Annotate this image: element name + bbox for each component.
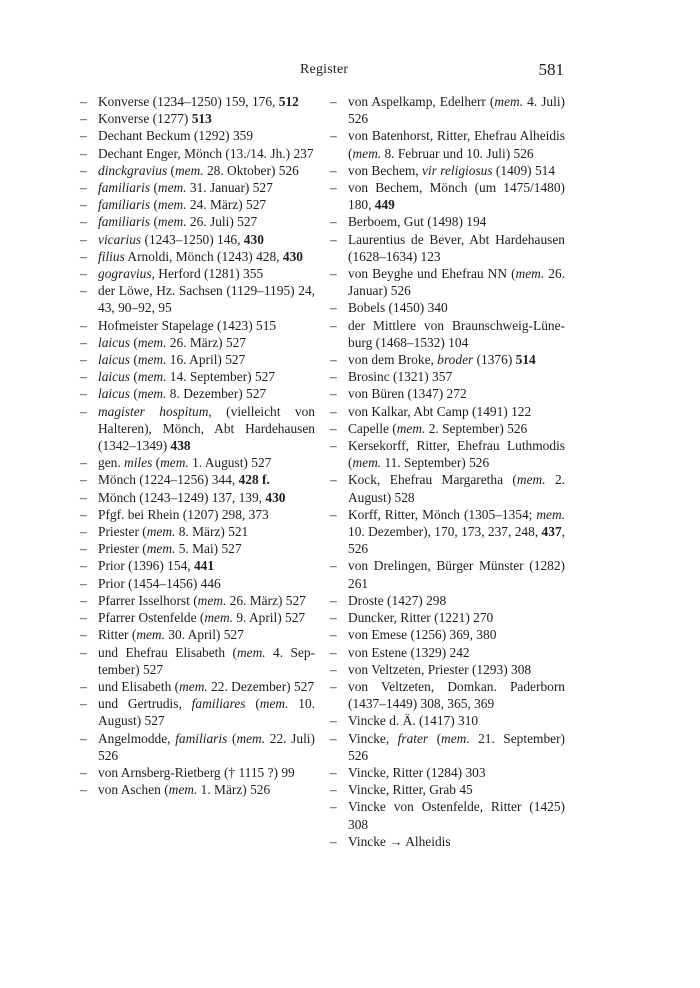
entry-text: Kersekorff, Ritter, Ehefrau Luthmodis ( xyxy=(348,438,565,471)
entry-text: 4. Juli) 526 xyxy=(348,94,565,127)
entry-text: Laurentius de Bever, Abt Hardehausen (1628–1634) 123 xyxy=(348,231,565,264)
entry-text: ( xyxy=(130,369,138,385)
entry-italic-text: laicus xyxy=(98,352,130,368)
entry-text: Berboem, Gut (1498) 194 xyxy=(348,214,487,230)
entry-dash: – xyxy=(80,575,87,591)
index-entry xyxy=(80,196,315,213)
entry-text: 31. Januar) 527 xyxy=(186,180,273,196)
index-entry xyxy=(80,626,315,643)
entry-text: Vincke, Ritter, Grab 45 xyxy=(348,782,473,798)
entry-bold-page-ref: 428 f. xyxy=(238,472,270,488)
entry-text: Capelle ( xyxy=(348,420,397,436)
entry-text: ( xyxy=(130,386,138,402)
index-entry xyxy=(80,385,315,402)
entry-italic-text: magister hospitum xyxy=(98,403,209,419)
entry-dash: – xyxy=(330,180,337,196)
entry-dash: – xyxy=(330,162,337,178)
entry-text: 1. August) 527 xyxy=(188,455,272,471)
entry-dash: – xyxy=(80,696,87,712)
entry-text: ( xyxy=(130,334,138,350)
entry-text: Arnoldi, Mönch (1243) 428, xyxy=(124,248,283,264)
entry-italic-text: mem. xyxy=(157,214,187,230)
entry-text: Dechant Beckum (1292) 359 xyxy=(98,128,254,144)
entry-dash: – xyxy=(330,627,337,643)
index-entry xyxy=(80,454,315,471)
index-entry xyxy=(80,557,315,574)
entry-text: (1376) xyxy=(473,352,516,368)
index-entry xyxy=(330,609,565,626)
entry-dash: – xyxy=(80,782,87,798)
entry-text: 2. August) 528 xyxy=(348,472,566,505)
entry-bold-page-ref: 430 xyxy=(282,248,303,264)
entry-text: und Ehefrau Elisabeth ( xyxy=(98,644,237,660)
entry-dash: – xyxy=(330,472,337,488)
entry-text: Mönch (1224–1256) 344, xyxy=(98,472,239,488)
entry-italic-text: mem. xyxy=(197,592,227,608)
entry-dash: – xyxy=(80,180,87,196)
entry-text: 22. Juli) 526 xyxy=(98,730,315,763)
entry-italic-text: mem. xyxy=(441,730,470,746)
entry-text: 1. März) 526 xyxy=(197,782,271,798)
entry-text: Konverse (1277) xyxy=(98,111,192,127)
entry-text: von Batenhorst, Ritter, Ehefrau Alheidis ( xyxy=(348,128,565,161)
entry-italic-text: mem. xyxy=(137,334,167,350)
index-column-left xyxy=(80,93,315,798)
entry-italic-text: mem. xyxy=(137,386,167,402)
index-entry xyxy=(80,644,315,678)
entry-dash: – xyxy=(80,162,87,178)
entry-text: 24. März) 527 xyxy=(186,197,267,213)
entry-dash: – xyxy=(80,678,87,694)
index-entry xyxy=(330,403,565,420)
entry-text: gen. xyxy=(98,455,125,471)
entry-dash: – xyxy=(330,266,337,282)
index-entry xyxy=(80,592,315,609)
index-entry xyxy=(80,368,315,385)
entry-bold-page-ref: 430 xyxy=(243,231,264,247)
entry-bold-page-ref: 512 xyxy=(278,94,299,109)
entry-italic-text: mem. xyxy=(352,455,382,471)
index-entry xyxy=(80,110,315,127)
entry-text: Pfarrer Ostenfelde ( xyxy=(98,610,205,626)
index-entry xyxy=(330,592,565,609)
entry-text: 26. Juli) 527 xyxy=(186,214,258,230)
entry-dash: – xyxy=(80,334,87,350)
entry-dash: – xyxy=(80,644,87,660)
entry-text: ( xyxy=(167,162,175,178)
index-entry xyxy=(80,471,315,488)
entry-dash: – xyxy=(330,661,337,677)
entry-text: der Löwe, Hz. Sachsen (1129–1195) 24, 43, 90–92, 95 xyxy=(98,283,315,316)
index-entry xyxy=(80,403,315,455)
entry-dash: – xyxy=(330,128,337,144)
entry-dash: – xyxy=(80,764,87,780)
entry-italic-text: mem. xyxy=(396,420,426,436)
entry-text: Korff, Ritter, Mönch (1305–1354; xyxy=(348,506,537,522)
index-entry xyxy=(330,231,565,265)
entry-italic-text: mem. xyxy=(536,506,565,522)
entry-italic-text: mem. xyxy=(136,627,165,643)
entry-dash: – xyxy=(80,214,87,230)
entry-text: ( xyxy=(227,730,237,746)
index-entry xyxy=(80,523,315,540)
entry-bold-page-ref: 514 xyxy=(515,352,536,368)
entry-text: 8. Februar und 10. Juli) 526 xyxy=(381,145,534,161)
entry-text: von Bechem, Mönch (um 1475/1480) 180, xyxy=(348,180,565,213)
index-entry xyxy=(330,506,565,558)
entry-italic-text: frater xyxy=(397,730,429,746)
index-entry xyxy=(330,179,565,213)
index-entry xyxy=(330,678,565,712)
index-entry xyxy=(330,127,565,161)
entry-italic-text: familiaris xyxy=(98,180,151,196)
entry-dash: – xyxy=(80,283,87,299)
index-entry xyxy=(80,248,315,265)
entry-text: der Mittlere von Braunschweig-Lüneburg (1468–1532) 104 xyxy=(348,317,565,350)
entry-dash: – xyxy=(80,231,87,247)
index-entry xyxy=(330,661,565,678)
entry-dash: – xyxy=(80,94,87,109)
entry-dash: – xyxy=(80,403,87,419)
entry-text: ( xyxy=(150,180,158,196)
entry-dash: – xyxy=(80,627,87,643)
entry-text: 2. September) 526 xyxy=(425,420,528,436)
index-entry xyxy=(80,127,315,144)
entry-dash: – xyxy=(330,713,337,729)
entry-dash: – xyxy=(330,94,337,109)
index-entry xyxy=(80,317,315,334)
entry-text: Angelmodde, xyxy=(98,730,176,746)
entry-text: Prior (1454–1456) 446 xyxy=(98,575,221,591)
entry-bold-page-ref: 449 xyxy=(374,197,395,213)
entry-text: 10. August) 527 xyxy=(98,696,315,729)
entry-dash: – xyxy=(80,489,87,505)
entry-text: 11. September) 526 xyxy=(381,455,490,471)
entry-text: ( xyxy=(150,214,158,230)
entry-dash: – xyxy=(330,386,337,402)
entry-dash: – xyxy=(330,352,337,368)
entry-dash: – xyxy=(330,764,337,780)
entry-italic-text: mem. xyxy=(494,94,524,109)
entry-dash: – xyxy=(330,300,337,316)
entry-text: Droste (1427) 298 xyxy=(348,592,447,608)
entry-italic-text: laicus xyxy=(98,369,130,385)
entry-italic-text: mem. xyxy=(137,369,167,385)
entry-text: 4. September) 527 xyxy=(98,644,315,677)
entry-dash: – xyxy=(330,558,337,574)
entry-text: , (vielleicht von Halteren), Mönch, Abt Hardehausen (1342–1349) xyxy=(98,403,315,454)
index-entry xyxy=(80,179,315,196)
entry-text: 26. März) 527 xyxy=(166,334,247,350)
entry-dash: – xyxy=(80,610,87,626)
entry-italic-text: laicus xyxy=(98,334,130,350)
entry-text: von Emese (1256) 369, 380 xyxy=(348,627,497,643)
entry-dash: – xyxy=(330,644,337,660)
entry-text: ( xyxy=(130,352,138,368)
entry-italic-text: mem. xyxy=(236,644,266,660)
running-header xyxy=(0,60,700,82)
entry-dash: – xyxy=(80,472,87,488)
index-entry xyxy=(330,626,565,643)
index-entry xyxy=(330,644,565,661)
entry-text: 26. Januar) 526 xyxy=(348,266,565,299)
index-entry xyxy=(330,833,565,850)
entry-italic-text: miles xyxy=(124,455,153,471)
entry-dash: – xyxy=(330,438,337,454)
entry-text: von dem Broke, xyxy=(348,352,438,368)
entry-text: von Aschen ( xyxy=(98,782,169,798)
entry-text: ( xyxy=(245,696,260,712)
entry-italic-text: mem. xyxy=(236,730,266,746)
entry-text: ( xyxy=(152,455,161,471)
index-entry xyxy=(80,575,315,592)
entry-italic-text: vicarius xyxy=(98,231,142,247)
index-entry xyxy=(80,540,315,557)
entry-text: Prior (1396) 154, xyxy=(98,558,194,574)
entry-italic-text: mem. xyxy=(352,145,382,161)
entry-italic-text: broder xyxy=(437,352,474,368)
entry-text: 28. Oktober) 526 xyxy=(203,162,299,178)
running-header-title: Register xyxy=(300,62,349,77)
entry-bold-page-ref: 437 xyxy=(541,524,562,540)
entry-text: von Estene (1329) 242 xyxy=(348,644,470,660)
entry-text: Ritter ( xyxy=(98,627,137,643)
entry-italic-text: mem. xyxy=(146,541,176,557)
index-entry xyxy=(330,557,565,591)
entry-dash: – xyxy=(80,506,87,522)
entry-italic-text: dinckgravius xyxy=(98,162,168,178)
index-entry xyxy=(330,265,565,299)
index-entry xyxy=(330,420,565,437)
index-entry xyxy=(80,93,315,110)
index-entry xyxy=(330,299,565,316)
index-entry xyxy=(80,162,315,179)
entry-text: Hofmeister Stapelage (1423) 515 xyxy=(98,317,277,333)
index-entry xyxy=(330,798,565,832)
entry-italic-text: filius xyxy=(98,248,125,264)
index-entry xyxy=(80,282,315,316)
entry-text: und Gertrudis, xyxy=(98,696,192,712)
entry-dash: – xyxy=(330,369,337,385)
entry-dash: – xyxy=(80,197,87,213)
entry-text: , 526 xyxy=(348,524,565,557)
entry-italic-text: familiaris xyxy=(98,214,151,230)
index-column-right xyxy=(330,93,565,850)
entry-text: von Arnsberg-Rietberg († 1115 ?) 99 xyxy=(98,764,295,780)
index-entry xyxy=(330,162,565,179)
entry-text: von Veltzeten, Priester (1293) 308 xyxy=(348,661,532,677)
entry-text: Pfgf. bei Rhein (1207) 298, 373 xyxy=(98,506,269,522)
entry-dash: – xyxy=(80,145,87,161)
entry-text: 10. Dezember), 170, 173, 237, 248, xyxy=(348,524,542,540)
entry-text: Dechant Enger, Mönch (13./14. Jh.) 237 xyxy=(98,145,314,161)
index-entry xyxy=(330,93,565,127)
index-entry xyxy=(330,437,565,471)
entry-italic-text: laicus xyxy=(98,386,130,402)
entry-text: (1243–1250) 146, xyxy=(141,231,244,247)
entry-dash: – xyxy=(80,317,87,333)
entry-italic-text: mem. xyxy=(160,455,189,471)
entry-italic-text: mem. xyxy=(157,197,187,213)
entry-text: und Elisabeth ( xyxy=(98,678,180,694)
entry-text: Mönch (1243–1249) 137, 139, xyxy=(98,489,266,505)
entry-italic-text: mem. xyxy=(174,162,204,178)
entry-italic-text: vir religiosus xyxy=(422,162,493,178)
entry-text: Vincke von Ostenfelde, Ritter (1425) 308 xyxy=(348,799,565,832)
index-entry xyxy=(80,265,315,282)
entry-dash: – xyxy=(80,111,87,127)
index-entry xyxy=(80,334,315,351)
entry-dash: – xyxy=(80,248,87,264)
entry-dash: – xyxy=(330,403,337,419)
entry-text: Kock, Ehefrau Margaretha ( xyxy=(348,472,517,488)
entry-text: von Aspelkamp, Edelherr ( xyxy=(348,94,495,109)
entry-text: von Veltzeten, Domkan. Paderborn (1437–1449) 308, 365, 369 xyxy=(348,678,565,712)
entry-dash: – xyxy=(80,730,87,746)
entry-italic-text: mem. xyxy=(157,180,187,196)
entry-dash: – xyxy=(330,678,337,694)
entry-dash: – xyxy=(330,833,337,849)
index-entry xyxy=(330,368,565,385)
index-entry xyxy=(80,678,315,695)
index-entry xyxy=(80,730,315,764)
entry-bold-page-ref: 441 xyxy=(193,558,215,574)
index-entry xyxy=(80,609,315,626)
entry-text: 9. April) 527 xyxy=(232,610,306,626)
entry-text: Vincke → Alheidis xyxy=(348,833,451,849)
entry-italic-text: mem. xyxy=(204,610,233,626)
entry-dash: – xyxy=(80,592,87,608)
entry-dash: – xyxy=(80,128,87,144)
entry-text: Priester ( xyxy=(98,524,147,540)
entry-italic-text: mem. xyxy=(179,678,208,694)
entry-dash: – xyxy=(80,369,87,385)
entry-dash: – xyxy=(330,420,337,436)
index-entry xyxy=(80,489,315,506)
entry-text: Priester ( xyxy=(98,541,147,557)
entry-text: 8. März) 521 xyxy=(175,524,249,540)
entry-italic-text: gogravius xyxy=(98,266,152,282)
entry-text: Bobels (1450) 340 xyxy=(348,300,448,316)
page-number: 581 xyxy=(538,60,564,79)
entry-text: 5. Mai) 527 xyxy=(175,541,242,557)
entry-italic-text: mem. xyxy=(146,524,176,540)
entry-text: , Herford (1281) 355 xyxy=(151,266,264,282)
entry-italic-text: mem. xyxy=(516,472,546,488)
entry-text: Konverse (1234–1250) 159, 176, xyxy=(98,94,279,109)
entry-dash: – xyxy=(80,524,87,540)
entry-dash: – xyxy=(330,506,337,522)
entry-text: 22. Dezember) 527 xyxy=(207,678,315,694)
entry-bold-page-ref: 513 xyxy=(191,111,212,127)
entry-text: von Kalkar, Abt Camp (1491) 122 xyxy=(348,403,532,419)
entry-text: Brosinc (1321) 357 xyxy=(348,369,453,385)
entry-text: von Drelingen, Bürger Münster (1282) 261 xyxy=(348,558,565,591)
entry-italic-text: familiares xyxy=(191,696,246,712)
entry-text: (1409) 514 xyxy=(492,162,556,178)
entry-dash: – xyxy=(80,386,87,402)
entry-text: Duncker, Ritter (1221) 270 xyxy=(348,610,494,626)
index-entry xyxy=(80,695,315,729)
entry-italic-text: familiaris xyxy=(175,730,228,746)
entry-dash: – xyxy=(330,730,337,746)
index-entry xyxy=(330,317,565,351)
entry-text: von Büren (1347) 272 xyxy=(348,386,467,402)
entry-text: Vincke, Ritter (1284) 303 xyxy=(348,764,486,780)
entry-text: Vincke, xyxy=(348,730,398,746)
entry-text: von Bechem, xyxy=(348,162,423,178)
entry-text: ( xyxy=(150,197,158,213)
entry-dash: – xyxy=(80,266,87,282)
entry-dash: – xyxy=(80,455,87,471)
entry-dash: – xyxy=(330,231,337,247)
entry-italic-text: mem. xyxy=(259,696,289,712)
index-entry xyxy=(330,781,565,798)
entry-dash: – xyxy=(80,541,87,557)
index-entry xyxy=(330,712,565,729)
entry-dash: – xyxy=(80,558,87,574)
entry-bold-page-ref: 438 xyxy=(170,438,191,454)
entry-text: 14. September) 527 xyxy=(166,369,276,385)
index-entry xyxy=(330,213,565,230)
entry-text: 8. Dezember) 527 xyxy=(166,386,267,402)
entry-dash: – xyxy=(330,317,337,333)
entry-dash: – xyxy=(80,352,87,368)
index-entry xyxy=(80,231,315,248)
entry-text: 16. April) 527 xyxy=(166,352,246,368)
index-entry xyxy=(330,730,565,764)
entry-text: 30. April) 527 xyxy=(164,627,244,643)
entry-dash: – xyxy=(330,799,337,815)
entry-italic-text: mem. xyxy=(137,352,167,368)
entry-text: Pfarrer Isselhorst ( xyxy=(98,592,198,608)
index-entry xyxy=(330,351,565,368)
entry-text: 21. September) 526 xyxy=(348,730,565,763)
index-entry xyxy=(80,506,315,523)
index-entry xyxy=(80,145,315,162)
entry-dash: – xyxy=(330,592,337,608)
entry-italic-text: mem. xyxy=(515,266,545,282)
index-entry xyxy=(80,351,315,368)
entry-dash: – xyxy=(330,610,337,626)
entry-italic-text: familiaris xyxy=(98,197,151,213)
entry-text: 26. März) 527 xyxy=(226,592,306,608)
entry-italic-text: mem. xyxy=(168,782,198,798)
entry-dash: – xyxy=(330,782,337,798)
entry-bold-page-ref: 430 xyxy=(265,489,286,505)
index-entry xyxy=(80,764,315,781)
entry-text: Vincke d. Ä. (1417) 310 xyxy=(348,713,479,729)
index-entry xyxy=(80,213,315,230)
entry-text: ( xyxy=(428,730,442,746)
entry-text: von Beyghe und Ehefrau NN ( xyxy=(348,266,516,282)
index-entry xyxy=(330,471,565,505)
entry-dash: – xyxy=(330,214,337,230)
index-entry xyxy=(330,385,565,402)
index-entry xyxy=(330,764,565,781)
index-entry xyxy=(80,781,315,798)
